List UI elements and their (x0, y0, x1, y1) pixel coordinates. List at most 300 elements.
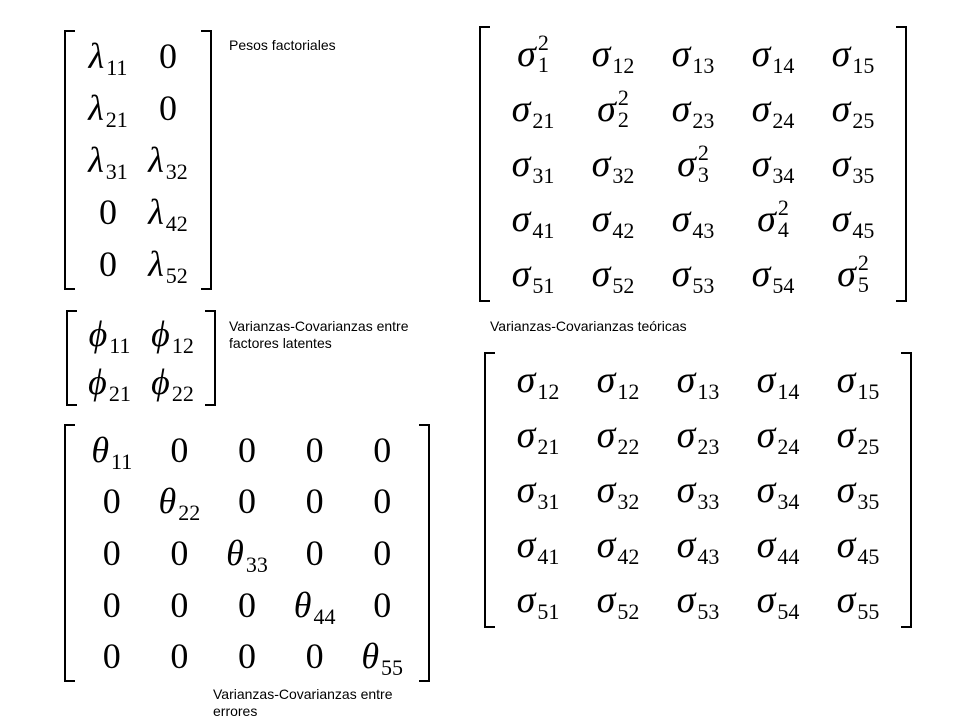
scripts (857, 589, 880, 625)
matrix-cell (146, 630, 214, 682)
scripts (537, 369, 560, 404)
latent-cov-label: Varianzas-Covarianzas entre factores latentes (229, 318, 409, 351)
subscript: 41 (532, 218, 555, 244)
scripts (532, 153, 555, 188)
subscript: 53 (697, 599, 720, 625)
matrix-cell (738, 407, 818, 462)
matrix-cell (138, 30, 198, 82)
subscript: 24 (772, 107, 795, 133)
subscript: 51 (532, 273, 555, 299)
subscript: 12 (171, 333, 194, 358)
matrix-cell (658, 573, 738, 628)
matrix-cell (146, 527, 214, 579)
subscript: 23 (697, 433, 720, 459)
scripts (105, 97, 128, 132)
matrix-cell (281, 476, 349, 528)
scripts (381, 645, 404, 681)
scripts (612, 153, 635, 188)
symbol: σ (591, 253, 611, 296)
scripts (165, 149, 188, 184)
matrix-grid (64, 30, 212, 290)
zero-entry: 0 (102, 532, 121, 573)
subscript: 22 (171, 381, 194, 406)
subscript: 21 (532, 107, 555, 133)
matrix-cell (78, 238, 138, 290)
subscript: 44 (313, 603, 336, 629)
scripts (857, 424, 880, 459)
symbol: σ (596, 468, 616, 511)
subscript: 5 (857, 272, 869, 298)
matrix-cell (813, 81, 893, 136)
zero-entry: 0 (305, 532, 324, 573)
scripts (178, 490, 201, 526)
matrix-cell (733, 136, 813, 191)
zero-entry: 0 (159, 88, 177, 128)
scripts (777, 424, 800, 459)
symbol: σ (836, 468, 856, 511)
matrix-cell (498, 462, 578, 517)
subscript: 42 (617, 544, 640, 570)
symbol: θ (91, 429, 110, 470)
symbol: σ (831, 87, 851, 130)
matrix-cell (733, 26, 813, 81)
subscript: 42 (612, 218, 635, 244)
matrix-cell (573, 81, 653, 136)
zero-entry: 0 (373, 429, 392, 470)
matrix-cell (141, 310, 204, 358)
subscript: 23 (692, 107, 715, 133)
subscript: 45 (852, 218, 875, 244)
subscript: 43 (692, 218, 715, 244)
theoretical-cov-label: Varianzas-Covarianzas teóricas (490, 318, 687, 334)
scripts (612, 208, 635, 244)
symbol: σ (751, 32, 771, 75)
scripts (697, 534, 720, 570)
matrix-cell (141, 358, 204, 406)
scripts (612, 263, 635, 299)
subscript: 55 (857, 599, 880, 625)
subscript: 35 (857, 488, 880, 514)
matrix-cell (738, 573, 818, 628)
subscript: 25 (852, 107, 875, 133)
matrix-cell (813, 192, 893, 247)
scripts (778, 197, 789, 241)
matrix-cell (813, 136, 893, 191)
superscript: 2 (617, 84, 629, 110)
subscript: 4 (777, 217, 789, 243)
matrix-cell (653, 247, 733, 302)
symbol: ϕ (151, 314, 170, 354)
symbol: λ (148, 140, 164, 180)
symbol: ϕ (88, 314, 108, 354)
matrix-cell (653, 26, 733, 81)
symbol: σ (516, 358, 536, 401)
zero-entry: 0 (237, 584, 256, 625)
superscript: 2 (697, 139, 709, 165)
matrix-cell (138, 82, 198, 134)
matrix-cell (738, 462, 818, 517)
symbol: σ (516, 579, 536, 622)
matrix-cell (78, 358, 141, 406)
subscript: 21 (105, 107, 128, 132)
subscript: 34 (777, 488, 800, 514)
scripts (109, 323, 131, 358)
symbol: σ (751, 253, 771, 296)
scripts (106, 45, 128, 80)
scripts (777, 369, 800, 404)
symbol: θ (293, 584, 312, 625)
matrix-cell (818, 462, 898, 517)
symbol: σ (516, 524, 536, 567)
zero-entry: 0 (373, 532, 392, 573)
matrix-cell (573, 136, 653, 191)
subscript: 22 (178, 500, 201, 526)
matrix-cell (738, 518, 818, 573)
matrix-cell (733, 81, 813, 136)
subscript: 45 (857, 544, 880, 570)
subscript: 52 (617, 599, 640, 625)
symbol: σ (596, 413, 616, 456)
symbol: σ (591, 142, 611, 185)
subscript: 25 (857, 433, 880, 459)
subscript: 11 (111, 448, 133, 474)
matrix-cell (213, 424, 281, 476)
subscript: 44 (777, 544, 800, 570)
scripts (777, 479, 800, 514)
subscript: 14 (772, 52, 795, 78)
matrix-cell (78, 30, 138, 82)
symbol: σ (756, 579, 776, 622)
symbol: λ (148, 244, 164, 284)
subscript: 53 (692, 273, 715, 299)
matrix-cell (658, 462, 738, 517)
zero-entry: 0 (237, 429, 256, 470)
loadings-label: Pesos factoriales (229, 37, 336, 53)
scripts (537, 479, 560, 514)
matrix-cell (78, 82, 138, 134)
matrix-cell (573, 26, 653, 81)
scripts (617, 534, 640, 570)
symbol: σ (837, 253, 856, 296)
subscript: 52 (165, 263, 188, 288)
scripts (777, 589, 800, 625)
symbol: σ (756, 524, 776, 567)
subscript: 55 (381, 655, 404, 681)
scripts (772, 43, 795, 78)
matrix-cell (733, 192, 813, 247)
scripts (171, 323, 194, 358)
matrix-cell (493, 81, 573, 136)
scripts (772, 153, 795, 188)
subscript: 24 (777, 433, 800, 459)
scripts (857, 479, 880, 514)
symbol: σ (676, 579, 696, 622)
symbol: λ (88, 36, 105, 76)
matrix-cell (348, 476, 416, 528)
scripts (537, 589, 560, 625)
superscript: 2 (777, 195, 789, 221)
symbol: θ (158, 481, 177, 522)
scripts (165, 201, 188, 236)
zero-entry: 0 (170, 429, 189, 470)
matrix-cell (498, 352, 578, 407)
theoretical-cov-matrix (479, 26, 907, 302)
matrix-cell (493, 192, 573, 247)
scripts (617, 424, 640, 459)
matrix-cell (78, 424, 146, 476)
matrix-cell (818, 573, 898, 628)
subscript: 22 (617, 433, 640, 459)
zero-entry: 0 (170, 584, 189, 625)
matrix-cell (578, 518, 658, 573)
matrix-cell (653, 136, 733, 191)
full-cov-matrix (484, 352, 912, 628)
symbol: σ (831, 32, 851, 75)
subscript: 31 (537, 488, 560, 514)
zero-entry: 0 (305, 481, 324, 522)
scripts (852, 43, 875, 78)
subscript: 12 (612, 52, 635, 78)
scripts (697, 369, 720, 404)
matrix-cell (738, 352, 818, 407)
matrix-cell (348, 424, 416, 476)
zero-entry: 0 (99, 192, 117, 232)
zero-entry: 0 (102, 636, 121, 677)
scripts (697, 589, 720, 625)
symbol: σ (597, 87, 616, 130)
matrix-cell (78, 579, 146, 631)
subscript: 2 (617, 106, 629, 132)
symbol: σ (511, 253, 531, 296)
scripts (617, 369, 640, 404)
matrix-grid (64, 424, 430, 682)
symbol: ϕ (151, 362, 170, 402)
zero-entry: 0 (102, 481, 121, 522)
zero-entry: 0 (102, 584, 121, 625)
zero-entry: 0 (237, 481, 256, 522)
subscript: 51 (537, 599, 560, 625)
symbol: σ (591, 198, 611, 241)
symbol: λ (148, 192, 164, 232)
subscript: 21 (537, 433, 560, 459)
matrix-cell (818, 518, 898, 573)
matrix-cell (78, 476, 146, 528)
subscript: 33 (697, 488, 720, 514)
subscript: 41 (537, 544, 560, 570)
matrix-cell (213, 630, 281, 682)
symbol: σ (836, 524, 856, 567)
subscript: 43 (697, 544, 720, 570)
scripts (617, 479, 640, 514)
symbol: λ (88, 140, 104, 180)
matrix-cell (78, 527, 146, 579)
scripts (858, 252, 869, 296)
error-cov-label: Varianzas-Covarianzas entre errores (213, 686, 393, 719)
matrix-cell (78, 134, 138, 186)
scripts (617, 589, 640, 625)
subscript: 52 (612, 273, 635, 299)
zero-entry: 0 (170, 532, 189, 573)
scripts (171, 371, 194, 406)
scripts (697, 424, 720, 459)
scripts (537, 29, 549, 77)
symbol: θ (361, 636, 380, 677)
symbol: σ (671, 32, 691, 75)
zero-entry: 0 (373, 584, 392, 625)
matrix-cell (78, 186, 138, 238)
matrix-cell (138, 134, 198, 186)
scripts (777, 534, 800, 570)
symbol: σ (671, 253, 691, 296)
matrix-cell (138, 186, 198, 238)
matrix-cell (78, 630, 146, 682)
symbol: σ (836, 413, 856, 456)
zero-entry: 0 (305, 636, 324, 677)
matrix-cell (146, 424, 214, 476)
symbol: σ (511, 87, 531, 130)
symbol: σ (831, 142, 851, 185)
scripts (857, 534, 880, 570)
subscript: 32 (612, 162, 635, 188)
matrix-cell (653, 81, 733, 136)
symbol: σ (671, 87, 691, 130)
matrix-cell (658, 518, 738, 573)
symbol: σ (596, 524, 616, 567)
scripts (852, 208, 875, 244)
scripts (692, 43, 715, 78)
latent-cov-matrix (66, 310, 216, 406)
matrix-cell (213, 579, 281, 631)
symbol: σ (676, 468, 696, 511)
scripts (852, 98, 875, 133)
symbol: σ (751, 142, 771, 185)
matrix-cell (578, 462, 658, 517)
matrix-cell (653, 192, 733, 247)
matrix-cell (818, 407, 898, 462)
error-cov-matrix (64, 424, 430, 682)
symbol: σ (756, 413, 776, 456)
scripts (772, 98, 795, 133)
scripts (532, 263, 555, 299)
matrix-cell (578, 352, 658, 407)
subscript: 14 (777, 378, 800, 404)
matrix-cell (733, 247, 813, 302)
subscript: 11 (109, 333, 131, 358)
symbol: σ (831, 198, 851, 241)
symbol: σ (751, 87, 771, 130)
symbol: σ (596, 358, 616, 401)
symbol: σ (757, 198, 776, 241)
symbol: σ (677, 142, 696, 185)
zero-entry: 0 (99, 244, 117, 284)
subscript: 11 (106, 55, 128, 80)
subscript: 13 (697, 378, 720, 404)
symbol: λ (88, 88, 104, 128)
matrix-cell (658, 352, 738, 407)
symbol: σ (756, 358, 776, 401)
zero-entry: 0 (237, 636, 256, 677)
symbol: σ (596, 579, 616, 622)
scripts (852, 153, 875, 188)
scripts (105, 149, 128, 184)
matrix-cell (78, 310, 141, 358)
subscript: 1 (537, 51, 549, 77)
matrix-cell (813, 247, 893, 302)
zero-entry: 0 (170, 636, 189, 677)
matrix-grid (484, 352, 912, 628)
matrix-cell (281, 579, 349, 631)
matrix-cell (813, 26, 893, 81)
superscript: 2 (537, 29, 549, 55)
subscript: 15 (857, 378, 880, 404)
subscript: 33 (245, 551, 268, 577)
matrix-cell (213, 476, 281, 528)
matrix-cell (213, 527, 281, 579)
symbol: σ (511, 142, 531, 185)
symbol: σ (516, 413, 536, 456)
matrix-cell (493, 136, 573, 191)
symbol: σ (517, 32, 536, 75)
matrix-cell (146, 579, 214, 631)
zero-entry: 0 (305, 429, 324, 470)
symbol: σ (676, 413, 696, 456)
symbol: ϕ (88, 362, 107, 402)
scripts (692, 263, 715, 299)
scripts (245, 542, 268, 577)
subscript: 31 (532, 162, 555, 188)
symbol: σ (836, 579, 856, 622)
scripts (313, 594, 336, 629)
matrix-cell (573, 247, 653, 302)
matrix-cell (138, 238, 198, 290)
subscript: 54 (772, 273, 795, 299)
subscript: 12 (537, 378, 560, 404)
scripts (697, 139, 709, 187)
scripts (537, 424, 560, 459)
symbol: σ (676, 358, 696, 401)
subscript: 32 (165, 159, 188, 184)
scripts (857, 369, 880, 404)
matrix-cell (281, 527, 349, 579)
subscript: 35 (852, 162, 875, 188)
scripts (532, 98, 555, 133)
subscript: 13 (692, 52, 715, 78)
symbol: σ (756, 468, 776, 511)
scripts (612, 43, 635, 78)
subscript: 42 (165, 211, 188, 236)
symbol: σ (511, 198, 531, 241)
matrix-cell (493, 26, 573, 81)
subscript: 15 (852, 52, 875, 78)
matrix-cell (498, 518, 578, 573)
matrix-cell (348, 630, 416, 682)
matrix-cell (281, 424, 349, 476)
symbol: σ (836, 358, 856, 401)
matrix-cell (573, 192, 653, 247)
scripts (692, 208, 715, 244)
loadings-matrix (64, 30, 212, 290)
symbol: θ (226, 532, 244, 573)
matrix-cell (658, 407, 738, 462)
symbol: σ (671, 198, 691, 241)
scripts (111, 439, 133, 474)
symbol: σ (676, 524, 696, 567)
matrix-cell (348, 579, 416, 631)
matrix-cell (493, 247, 573, 302)
zero-entry: 0 (373, 481, 392, 522)
matrix-grid (479, 26, 907, 302)
matrix-cell (498, 407, 578, 462)
